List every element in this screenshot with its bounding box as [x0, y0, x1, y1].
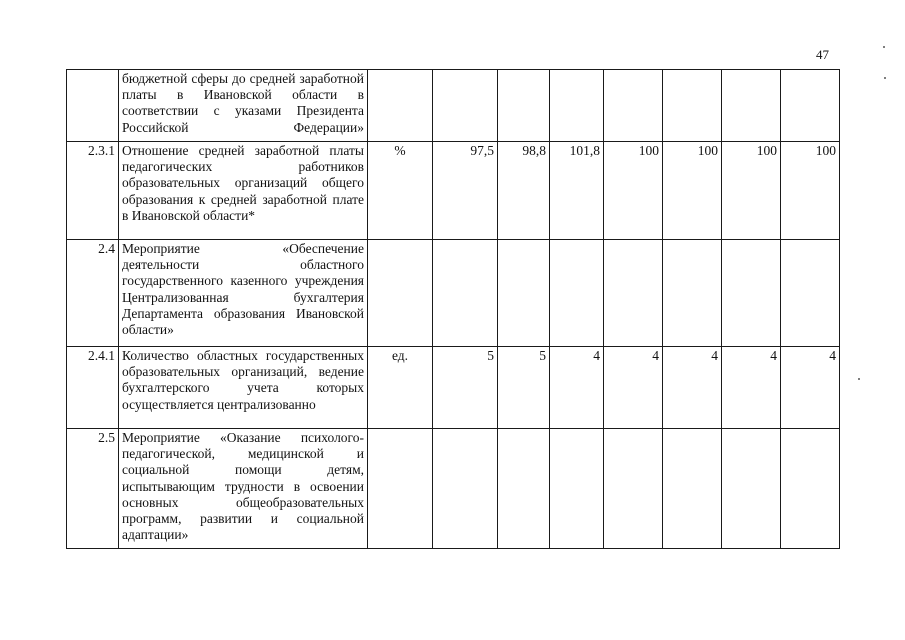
value-cell: 100: [722, 142, 781, 240]
description-cell: Отношение средней заработной платы педагогических работников образовательных организаций общего образования к средней заработной плате в Ивановской области*: [119, 142, 368, 240]
row-number-cell: 2.4: [67, 240, 119, 347]
value-cell: [498, 240, 550, 347]
value-cell: [550, 429, 604, 549]
row-number-cell: 2.4.1: [67, 347, 119, 429]
unit-cell: [368, 429, 433, 549]
value-cell: [433, 429, 498, 549]
value-cell: 98,8: [498, 142, 550, 240]
value-cell: [433, 240, 498, 347]
unit-cell: %: [368, 142, 433, 240]
row-number-cell: 2.5: [67, 429, 119, 549]
value-cell: [604, 429, 663, 549]
value-cell: [722, 70, 781, 142]
value-cell: 4: [722, 347, 781, 429]
table-row: [67, 240, 840, 347]
description-cell: Мероприятие «Оказание психолого-педагогической, медицинской и социальной помощи детям, испытывающим трудности в освоении основных общеобразовательных программ, развитии и социальной адаптации»: [119, 429, 368, 549]
value-cell: [604, 70, 663, 142]
value-cell: [498, 70, 550, 142]
value-cell: 4: [550, 347, 604, 429]
value-cell: 97,5: [433, 142, 498, 240]
value-cell: [550, 70, 604, 142]
table-row: [67, 70, 840, 142]
value-cell: [433, 70, 498, 142]
table-row: [67, 347, 840, 429]
value-cell: [722, 240, 781, 347]
value-cell: 4: [663, 347, 722, 429]
value-cell: [781, 240, 840, 347]
table-row: [67, 429, 840, 549]
row-number-cell: 2.3.1: [67, 142, 119, 240]
value-cell: 4: [604, 347, 663, 429]
unit-cell: [368, 240, 433, 347]
value-cell: [663, 429, 722, 549]
value-cell: 100: [604, 142, 663, 240]
page-number: 47: [816, 47, 829, 62]
value-cell: 5: [498, 347, 550, 429]
value-cell: [781, 429, 840, 549]
value-cell: [498, 429, 550, 549]
value-cell: [722, 429, 781, 549]
value-cell: 5: [433, 347, 498, 429]
description-cell: бюджетной сферы до средней заработной платы в Ивановской области в соответствии с указами Президента Российской Федерации»: [119, 70, 368, 142]
value-cell: 100: [781, 142, 840, 240]
unit-cell: [368, 70, 433, 142]
unit-cell: ед.: [368, 347, 433, 429]
value-cell: [663, 70, 722, 142]
scan-speck: [883, 46, 885, 48]
row-number-cell: [67, 70, 119, 142]
description-cell: Количество областных государственных образовательных организаций, ведение бухгалтерского учета которых осуществляется централизованно: [119, 347, 368, 429]
description-cell: Мероприятие «Обеспечение деятельности областного государственного казенного учреждения Централизованная бухгалтерия Департамента образования Ивановской области»: [119, 240, 368, 347]
value-cell: 4: [781, 347, 840, 429]
value-cell: 100: [663, 142, 722, 240]
scan-speck: [858, 378, 860, 380]
indicators-table: [66, 69, 840, 549]
value-cell: 101,8: [550, 142, 604, 240]
value-cell: [604, 240, 663, 347]
table-row: [67, 142, 840, 240]
value-cell: [781, 70, 840, 142]
value-cell: [550, 240, 604, 347]
scan-speck: [884, 77, 886, 79]
value-cell: [663, 240, 722, 347]
